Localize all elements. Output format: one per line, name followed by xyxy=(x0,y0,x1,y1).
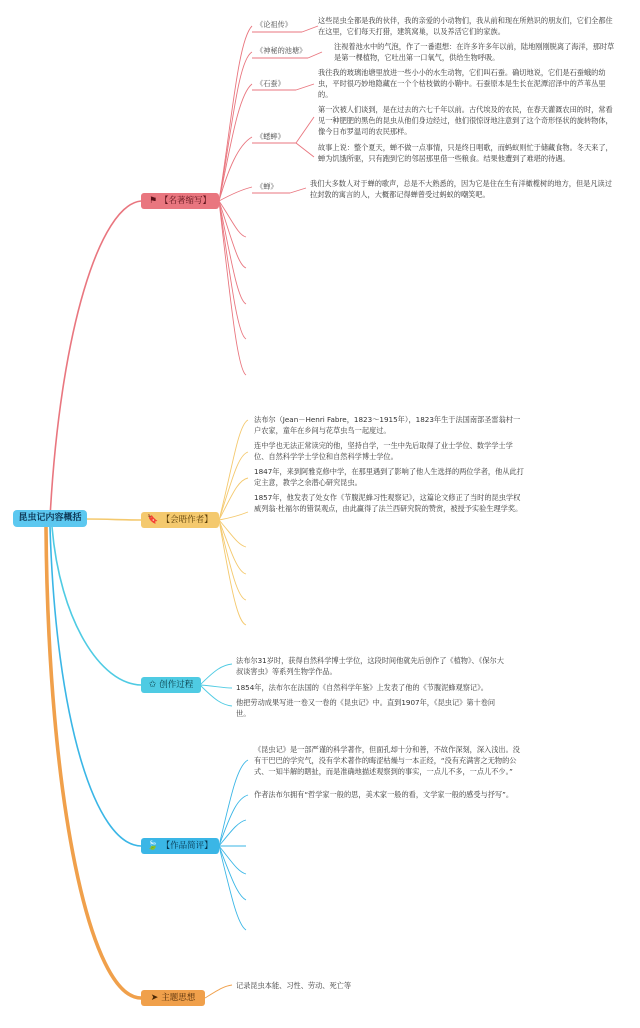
branch3-fan xyxy=(200,664,232,706)
creation-text: 1854年，法布尔在法国的《自然科学年鉴》上发表了他的《节腹泥蜂观察记》。 xyxy=(236,683,488,692)
subtopic-label[interactable]: 《神秘的池塘》 xyxy=(256,46,307,55)
branch-line-5 xyxy=(46,527,141,998)
review-text: 《昆虫记》是一部严谨的科学著作，但面孔却十分和善，不故作深刻，深入浅出。没有干巴巴的学究气，没有学术著作的晦涩枯燥与一本正经，“没有充满害之无物的公式、一知半解的瞎扯，而是准确地描述观察到的事实，一点儿不多，一点儿不少。” xyxy=(254,745,520,776)
subtopic-label[interactable]: 《蝉》 xyxy=(256,182,278,191)
branch-title: 【作品简评】 xyxy=(161,841,213,851)
branch-title: 【名著缩写】 xyxy=(160,196,212,206)
author-text: 1847年，来到阿雅克修中学，在那里遇到了影响了他人生选择的两位学者，他从此打定主意，教学之余潜心研究昆虫。 xyxy=(254,467,524,487)
branch-node-abridged[interactable] xyxy=(141,193,219,209)
author-text: 法布尔（Jean－Henri Fabre，1823～1915年），1823年生于法国南部圣雷翁村一户农家，童年在乡间与花草虫鸟一起度过。 xyxy=(254,415,521,435)
flag-icon: ⚑ xyxy=(148,196,158,206)
branch-title: 【会晤作者】 xyxy=(161,515,213,525)
branch-node-theme[interactable] xyxy=(141,990,205,1006)
subtopic-text: 这些昆虫全都是我的伙伴，我的亲爱的小动物们，我从前和现在所熟识的朋友们，它们全都住在这里，它们每天打猎，建筑窝巢，以及养活它们的家族。 xyxy=(318,16,613,36)
branch-line-2 xyxy=(85,519,141,520)
author-text: 连中学也无法正常读完的他，坚持自学，一生中先后取得了业士学位、数学学士学位、自然科学学士学位和自然科学博士学位。 xyxy=(254,441,513,461)
branch-line-3 xyxy=(52,527,141,685)
branch-node-review[interactable] xyxy=(141,838,219,854)
subtopic-text: 第一次被人们谈到，是在过去的六七千年以前。古代埃及的农民，在春天灌溉农田的时，常看见一种肥肥的黑色的昆虫从他们身边经过，他们很惊讶地注意到了这个奇形怪状的旋转物体，像今日布罗温司的农民那样。 xyxy=(318,105,613,136)
branch-line-1 xyxy=(50,201,141,518)
theme-text: 记录昆虫本能、习性、劳动、死亡等 xyxy=(236,981,352,990)
branch-title: 主题思想 xyxy=(161,993,196,1003)
branch-title: 创作过程 xyxy=(159,680,194,690)
branch2-fan xyxy=(219,420,248,625)
branch4-fan xyxy=(219,760,248,930)
author-text: 1857年，他发表了处女作《节腹泥蜂习性观察记》，这篇论文修正了当时的昆虫学权威列翁·杜福尔的错误观点，由此赢得了法兰西研究院的赞赏，被授予实验生理学奖。 xyxy=(254,493,523,513)
branch-node-author[interactable] xyxy=(141,512,219,528)
subtopic-label[interactable]: 《蟋蟀》 xyxy=(256,132,285,141)
subtopic-label[interactable]: 《论祖传》 xyxy=(256,20,292,29)
branch5-link xyxy=(205,985,232,998)
root-node[interactable]: 昆虫记内容概括 xyxy=(13,510,87,527)
star-icon: ✩ xyxy=(148,680,157,690)
review-text: 作者法布尔拥有“哲学家一般的思，美术家一般的看，文学家一般的感受与抒写”。 xyxy=(254,790,514,799)
subtopic-text: 故事上说：整个夏天，蝉不做一点事情，只是终日唱歌，而蚂蚁则忙于储藏食物。冬天来了，蝉为饥饿所驱，只有跑到它的邻居那里借一些粮食。结果他遭到了难堪的待遇。 xyxy=(318,143,613,163)
subtopic-text: 我们大多数人对于蝉的歌声，总是不大熟悉的，因为它是住在生有洋橄榄树的地方，但是凡读过拉封敦的寓言的人，大概都记得蝉曾受过蚂蚁的嘲笑吧。 xyxy=(310,179,612,199)
bookmark-icon: 🔖 xyxy=(147,515,159,525)
branch1-fan xyxy=(219,26,252,375)
send-icon: ➤ xyxy=(150,993,159,1003)
subtopic-text: 注视着池水中的气泡，作了一番遐想：在许多许多年以前，陆地刚刚脱离了海洋，那时草是第一棵植物，它吐出第一口氧气，供给生物呼吸。 xyxy=(334,42,615,62)
creation-text: 他把劳动成果写进一卷又一卷的《昆虫记》中。直到1907年，《昆虫记》第十卷问世。 xyxy=(236,698,496,718)
subtopic-label[interactable]: 《石蚕》 xyxy=(256,79,285,88)
creation-text: 法布尔31岁时，获得自然科学博士学位，这段时间他就先后创作了《植物》、《保尔大叔谈害虫》等系列生物学作品。 xyxy=(236,656,504,676)
branch-node-creation[interactable] xyxy=(141,677,201,693)
subtopic-text: 我往我的玻璃池塘里放进一些小小的水生动物，它们叫石蚕。确切地说，它们是石蚕蛾的幼虫，平时很巧妙地隐藏在一个个枯枝做的小鞘中。石蚕原本是生长在泥潭沼泽中的芦苇丛里的。 xyxy=(318,68,606,99)
leaf-icon: 🍃 xyxy=(147,841,159,851)
